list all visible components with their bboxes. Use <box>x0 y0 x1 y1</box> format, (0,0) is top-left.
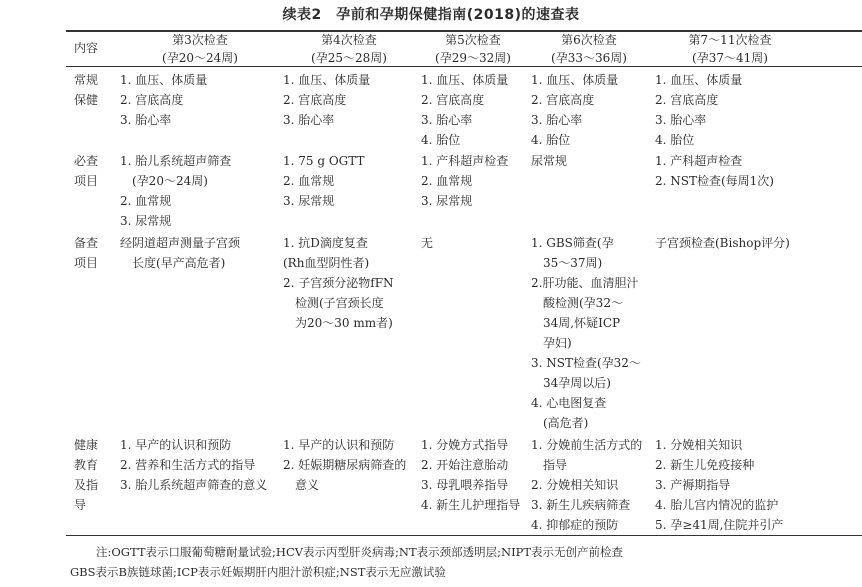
cell-line: 子宫颈检查(Bishop评分) <box>655 236 790 250</box>
cell-line: 1. 血压、体质量 <box>120 73 208 87</box>
cell-line: 3. 胎儿系统超声筛查的意义 <box>120 478 268 492</box>
header-col-name: 第4次检查 <box>321 33 377 47</box>
cell-routine-visit7-11 <box>655 70 742 150</box>
cell-line: 指导 <box>531 458 568 472</box>
row-label-optional <box>74 233 98 273</box>
row-label-required <box>74 151 98 191</box>
cell-line: 2. 营养和生活方式的指导 <box>120 458 256 472</box>
cell-line: 2. NST检查(每周1次) <box>655 174 774 188</box>
header-col-name: 第7～11次检查 <box>688 33 772 47</box>
header-col-name: 第5次检查 <box>445 33 501 47</box>
cell-line: 4. 胎位 <box>531 133 571 147</box>
cell-line: 3. 尿常规 <box>283 194 335 208</box>
cell-line: 1. 早产的认识和预防 <box>120 438 232 452</box>
cell-line: 3. 胎心率 <box>531 113 583 127</box>
cell-line: 酸检测(孕32～ <box>531 296 623 310</box>
cell-line: 长度(早产高危者) <box>120 256 226 270</box>
cell-line: 2. 宫底高度 <box>283 93 347 107</box>
cell-line: 3. 产褥期指导 <box>655 478 731 492</box>
cell-line: 3. 胎心率 <box>421 113 473 127</box>
cell-line: 经阴道超声测量子宫颈 <box>120 236 241 250</box>
cell-education-visit7-11 <box>655 435 783 535</box>
cell-line: 2. 开始注意胎动 <box>421 458 509 472</box>
cell-line: 2. 子宫颈分泌物fFN <box>283 276 394 290</box>
header-col-1 <box>120 31 280 67</box>
header-col-range: (孕37～41周) <box>692 51 768 65</box>
cell-line: 4. 抑郁症的预防 <box>531 518 619 532</box>
cell-line: 3. 新生儿疾病筛查 <box>531 498 631 512</box>
cell-optional-visit3 <box>120 233 240 273</box>
cell-line: 无 <box>421 236 434 250</box>
cell-optional-visit5 <box>421 233 433 253</box>
cell-required-visit3 <box>120 151 231 231</box>
row-label-line: 项目 <box>74 256 99 270</box>
row-label-line: 健康 <box>74 438 99 452</box>
cell-line: 1. 产科超声检查 <box>421 154 509 168</box>
footnote-line-2: GBS表示B族链球菌;ICP表示妊娠期肝内胆汁淤积症;NST表示无应激试验 <box>70 565 446 579</box>
row-label-line: 必查 <box>74 154 99 168</box>
cell-line: 1. 产科超声检查 <box>655 154 743 168</box>
cell-line: 4. 新生儿护理指导 <box>421 498 521 512</box>
cell-education-visit6 <box>531 435 642 535</box>
cell-line: (Rh血型阴性者) <box>283 256 370 270</box>
cell-education-visit4 <box>283 435 406 495</box>
cell-optional-visit4 <box>283 233 394 333</box>
header-col-name: 第3次检查 <box>172 33 228 47</box>
cell-line: 1. 血压、体质量 <box>421 73 509 87</box>
cell-line: (高危者) <box>531 416 589 430</box>
header-col-range: (孕25～28周) <box>311 51 387 65</box>
cell-line: 1. 血压、体质量 <box>655 73 743 87</box>
cell-optional-visit6 <box>531 233 641 433</box>
cell-line: 2. 血常规 <box>120 194 172 208</box>
cell-required-visit7-11 <box>655 151 774 191</box>
row-label-routine <box>74 70 98 110</box>
cell-required-visit6 <box>531 151 567 171</box>
cell-required-visit5 <box>421 151 508 211</box>
row-label-line: 常规 <box>74 73 99 87</box>
cell-line: 2. 宫底高度 <box>421 93 485 107</box>
cell-education-visit5 <box>421 435 520 515</box>
cell-line: 4. 心电图复查 <box>531 396 607 410</box>
cell-line: 2. 宫底高度 <box>531 93 595 107</box>
cell-line: 3. 胎心率 <box>120 113 172 127</box>
cell-routine-visit5 <box>421 70 508 150</box>
header-col-4 <box>528 31 650 67</box>
row-label-education <box>74 435 98 515</box>
cell-line: 1. 早产的认识和预防 <box>283 438 395 452</box>
cell-routine-visit4 <box>283 70 370 130</box>
cell-line: 1. GBS筛查(孕 <box>531 236 614 250</box>
cell-line: 尿常规 <box>531 154 568 168</box>
cell-routine-visit3 <box>120 70 207 130</box>
header-col-5 <box>650 31 810 67</box>
table-title: 续表2 孕前和孕期保健指南(2018)的速查表 <box>282 7 580 23</box>
cell-line: 1. 分娩方式指导 <box>421 438 509 452</box>
cell-line: 2. 新生儿免疫接种 <box>655 458 755 472</box>
row-label-line: 教育 <box>74 458 99 472</box>
cell-line: 检测(子宫颈长度 <box>283 296 384 310</box>
header-content-label: 内容 <box>74 41 99 55</box>
header-col-2 <box>280 31 418 67</box>
cell-line: 2. 妊娠期糖尿病筛查的 <box>283 458 407 472</box>
cell-education-visit3 <box>120 435 267 495</box>
header-col-range: (孕20～24周) <box>162 51 238 65</box>
cell-line: 3. 尿常规 <box>421 194 473 208</box>
cell-line: 1. 血压、体质量 <box>283 73 371 87</box>
cell-line: 意义 <box>283 478 320 492</box>
cell-line: 34周,怀疑ICP <box>531 316 621 330</box>
row-label-line: 备查 <box>74 236 99 250</box>
cell-required-visit4 <box>283 151 365 211</box>
cell-line: 4. 胎位 <box>655 133 695 147</box>
cell-line: 3. NST检查(孕32～ <box>531 356 641 370</box>
row-label-line: 保健 <box>74 93 99 107</box>
cell-optional-visit7-11 <box>655 233 790 253</box>
cell-line: 3. 尿常规 <box>120 214 172 228</box>
header-col-3 <box>418 31 528 67</box>
cell-line: 35～37周) <box>531 256 603 270</box>
footnote-line-1: 注:OGTT表示口服葡萄糖耐量试验;HCV表示丙型肝炎病毒;NT表示颈部透明层;NIPT表示无创产前检查 <box>96 545 624 559</box>
cell-line: 1. 分娩前生活方式的 <box>531 438 643 452</box>
cell-line: 4. 胎位 <box>421 133 461 147</box>
header-col-range: (孕29～32周) <box>435 51 511 65</box>
bottom-rule <box>66 535 862 536</box>
row-label-line: 导 <box>74 498 87 512</box>
cell-line: 孕妇) <box>531 336 572 350</box>
cell-line: 2. 宫底高度 <box>655 93 719 107</box>
cell-line: 3. 胎心率 <box>655 113 707 127</box>
cell-line: 1. 75 g OGTT <box>283 154 365 168</box>
cell-line: 为20～30 mm者) <box>283 316 393 330</box>
cell-line: 1. 胎儿系统超声筛查 <box>120 154 232 168</box>
cell-line: 3. 母乳喂养指导 <box>421 478 509 492</box>
cell-line: 2.肝功能、血清胆汁 <box>531 276 639 290</box>
cell-line: 5. 孕≥41周,住院并引产 <box>655 518 784 532</box>
cell-line: 2. 血常规 <box>283 174 335 188</box>
cell-routine-visit6 <box>531 70 618 150</box>
row-label-line: 项目 <box>74 174 99 188</box>
cell-line: 3. 胎心率 <box>283 113 335 127</box>
cell-line: 1. 抗D滴度复查 <box>283 236 368 250</box>
cell-line: 2. 血常规 <box>421 174 473 188</box>
cell-line: 1. 分娩相关知识 <box>655 438 743 452</box>
cell-line: 4. 胎儿宫内情况的监护 <box>655 498 779 512</box>
cell-line: 2. 宫底高度 <box>120 93 184 107</box>
header-col-range: (孕33～36周) <box>551 51 627 65</box>
header-col-name: 第6次检查 <box>561 33 617 47</box>
cell-line: 1. 血压、体质量 <box>531 73 619 87</box>
cell-line: 2. 分娩相关知识 <box>531 478 619 492</box>
row-label-line: 及指 <box>74 478 99 492</box>
cell-line: (孕20～24周) <box>120 174 208 188</box>
cell-line: 34孕周以后) <box>531 376 611 390</box>
